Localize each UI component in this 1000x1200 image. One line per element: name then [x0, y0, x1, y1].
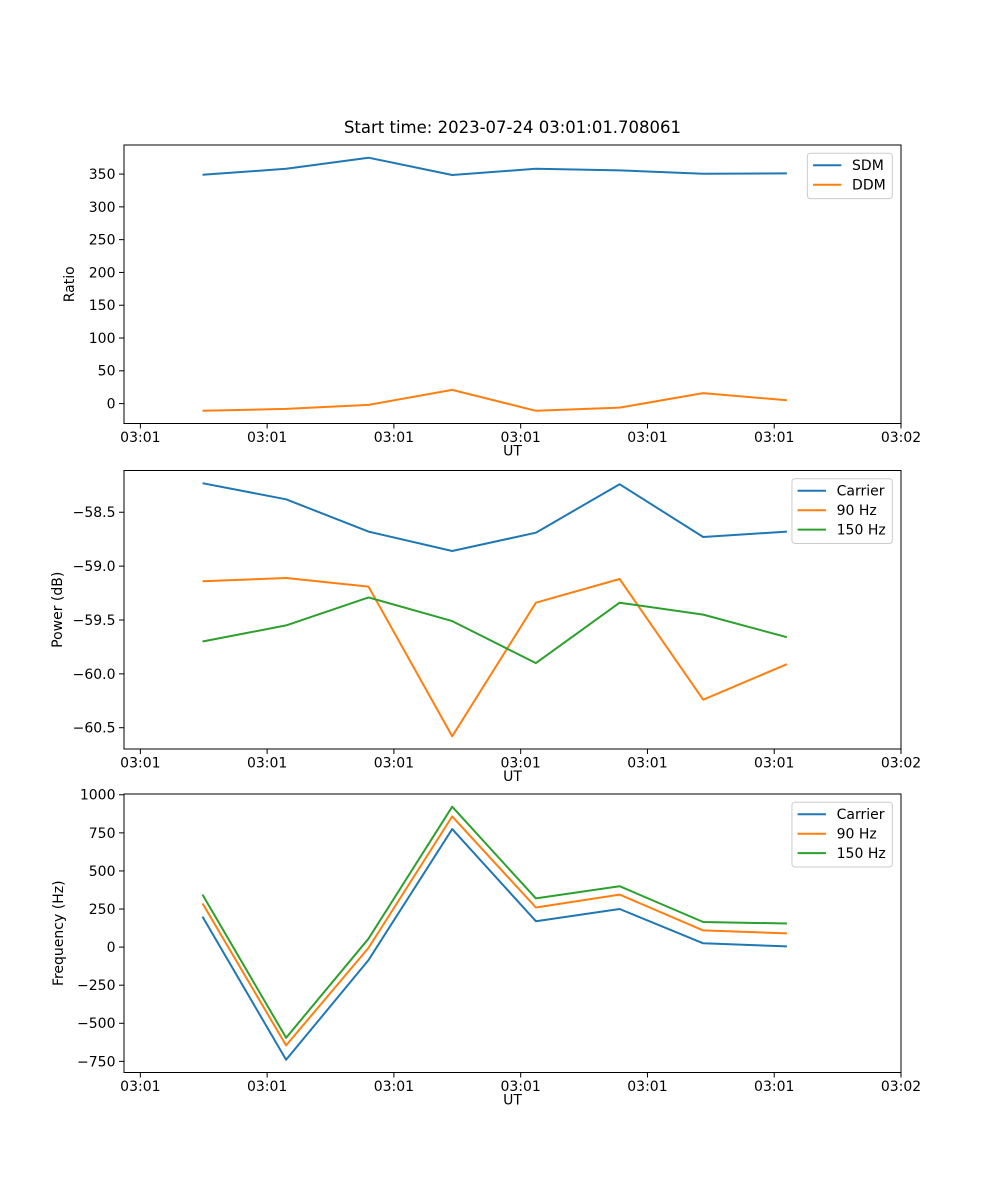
axes-frame	[124, 145, 901, 424]
x-tick-label: 03:01	[754, 755, 795, 772]
y-tick-label: −59.0	[72, 559, 116, 576]
y-axis-label: Ratio	[62, 266, 78, 303]
legend-label-carrier: Carrier	[836, 483, 885, 500]
x-tick-label: 03:01	[754, 430, 795, 447]
y-tick-label: 250	[88, 901, 116, 918]
legend	[792, 802, 892, 867]
y-tick-label: 300	[88, 199, 116, 216]
x-tick-label: 03:01	[246, 1079, 288, 1096]
subplot-ratio	[62, 145, 921, 460]
y-tick-label: −500	[77, 1016, 116, 1033]
series-90-hz-line	[203, 816, 787, 1045]
y-axis-label: Power (dB)	[50, 571, 66, 648]
y-tick-label: 0	[106, 940, 116, 957]
x-tick-label: 03:02	[880, 430, 922, 447]
y-tick-label: 0	[106, 396, 116, 413]
series-150-hz-line	[203, 807, 787, 1038]
y-tick-label: −250	[77, 978, 116, 995]
y-tick-label: −59.5	[72, 612, 116, 629]
x-tick-label: 03:01	[500, 430, 541, 447]
series-ddm-line	[203, 390, 787, 411]
x-tick-label: 03:01	[373, 1079, 415, 1096]
series-sdm-line	[203, 158, 787, 175]
y-tick-label: −60.0	[72, 666, 116, 683]
x-tick-label: 03:01	[373, 755, 415, 772]
legend-label-sdm: SDM	[852, 158, 884, 175]
subplot-frequency	[51, 788, 921, 1109]
figure-title: Start time: 2023-07-24 03:01:01.708061	[343, 118, 682, 137]
y-tick-label: 100	[88, 330, 116, 347]
y-tick-label: 500	[88, 863, 116, 880]
x-tick-label: 03:02	[880, 755, 922, 772]
y-tick-label: −750	[77, 1054, 116, 1071]
legend-label-ddm: DDM	[852, 177, 886, 194]
x-axis-label: UT	[503, 443, 522, 460]
y-tick-label: 250	[88, 232, 116, 249]
axes-frame	[124, 471, 901, 750]
y-tick-label: −60.5	[72, 720, 116, 737]
legend	[792, 479, 892, 544]
x-tick-label: 03:01	[500, 1079, 541, 1096]
x-tick-label: 03:01	[500, 755, 541, 772]
legend-label-150-hz: 150 Hz	[836, 846, 886, 862]
y-tick-label: 350	[88, 166, 116, 183]
x-tick-label: 03:01	[627, 1079, 668, 1096]
y-tick-label: 50	[97, 363, 116, 380]
x-tick-label: 03:01	[120, 755, 161, 772]
y-tick-label: 200	[88, 265, 116, 282]
y-tick-label: 1000	[79, 787, 116, 804]
x-tick-label: 03:01	[246, 755, 288, 772]
y-tick-label: −58.5	[72, 505, 116, 522]
legend-label-150-hz: 150 Hz	[836, 522, 886, 539]
x-tick-label: 03:01	[373, 430, 415, 447]
x-tick-label: 03:01	[246, 430, 288, 447]
x-tick-label: 03:01	[627, 430, 668, 447]
series-90-hz-line	[203, 578, 787, 736]
x-tick-label: 03:01	[120, 1079, 161, 1096]
x-axis-label: UT	[503, 1092, 522, 1109]
x-tick-label: 03:01	[120, 430, 161, 447]
legend-label-carrier: Carrier	[836, 807, 885, 824]
x-axis-label: UT	[503, 769, 522, 785]
y-axis-label: Frequency (Hz)	[51, 880, 67, 987]
legend-label-90-hz: 90 Hz	[836, 503, 877, 520]
series-carrier-line	[203, 483, 787, 551]
x-tick-label: 03:02	[880, 1079, 922, 1096]
x-tick-label: 03:01	[627, 755, 668, 772]
legend	[807, 153, 892, 198]
series-150-hz-line	[203, 597, 787, 663]
y-tick-label: 150	[88, 298, 116, 315]
subplot-power	[50, 471, 921, 786]
y-tick-label: 750	[88, 825, 116, 842]
legend-label-90-hz: 90 Hz	[836, 826, 877, 843]
x-tick-label: 03:01	[754, 1079, 795, 1096]
